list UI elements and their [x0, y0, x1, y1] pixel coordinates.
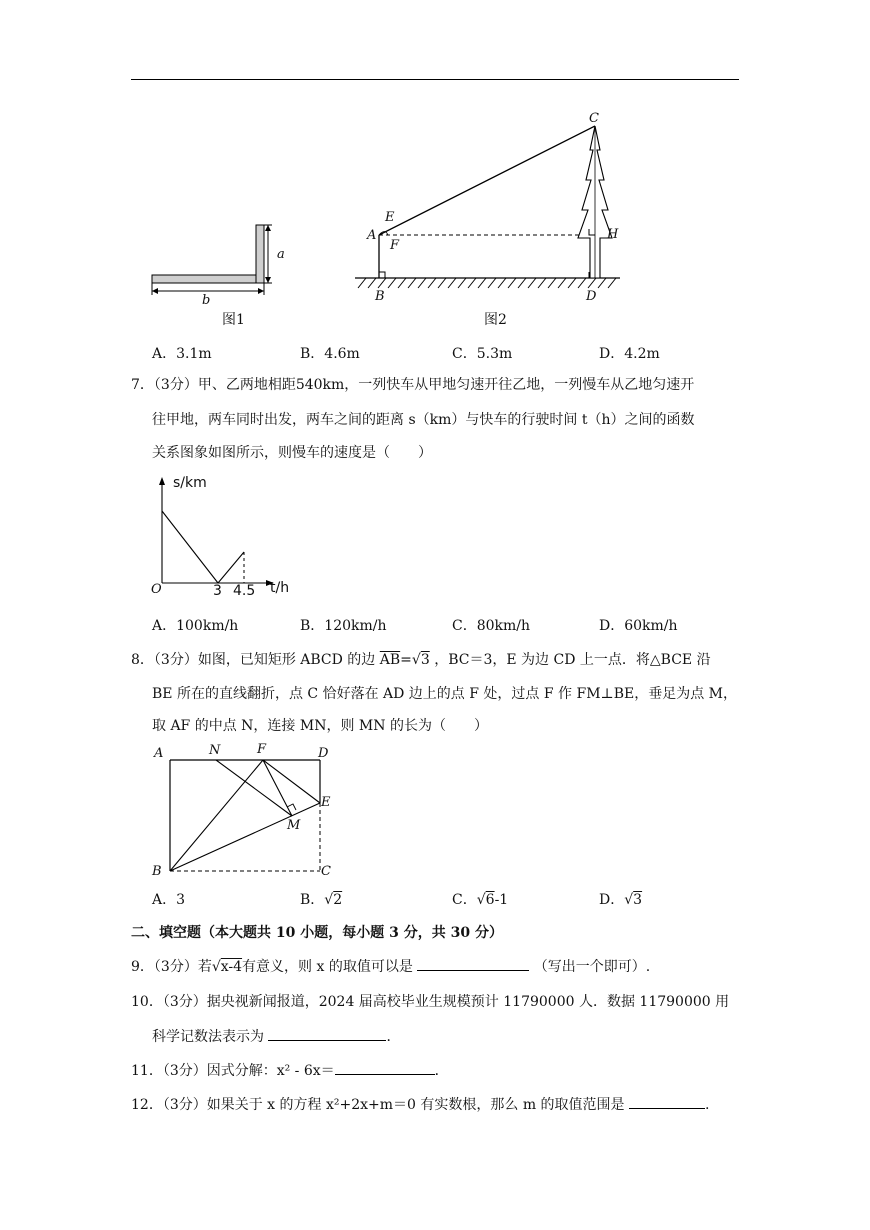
figure-2-label-a: A [367, 228, 377, 243]
q8-option-d-prefix: D． [599, 892, 625, 908]
sqrt-icon: √ [476, 892, 486, 908]
sqrt-icon: √ [211, 959, 221, 975]
q7-option-d[interactable]: D．60km/h [599, 618, 678, 634]
q7-line-1: 7．（3分）甲、乙两地相距540km，一列快车从甲地匀速开往乙地，一列慢车从乙地匀速开 [131, 377, 695, 393]
section-2-heading: 二、填空题（本大题共 10 小题，每小题 3 分，共 30 分） [131, 925, 503, 941]
q8-option-c-root: 6 [485, 892, 495, 908]
q8-option-b[interactable] [300, 889, 342, 909]
q7-graph-xlabel: t/h [270, 580, 290, 596]
q8-figure [160, 755, 335, 880]
q8-option-c[interactable] [452, 889, 508, 909]
q8-option-c-prefix: C． [452, 892, 477, 908]
q8-line-1-text-a: 8．（3分）如图，已知矩形 ABCD 的边 [131, 652, 376, 668]
q8-option-b-root: 2 [333, 892, 343, 908]
q7-line-2: 往甲地，两车同时出发，两车之间的距离 s（km）与快车的行驶时间 t（h）之间的函数 [152, 412, 695, 428]
q8-figure-label-a: A [154, 746, 164, 761]
q7-graph-ylabel: s/km [173, 475, 207, 491]
q8-figure-label-e: E [321, 795, 331, 810]
q9-suffix: （写出一个即可）. [533, 959, 651, 975]
q8-option-b-prefix: B． [300, 892, 325, 908]
q8-equals: = [400, 652, 412, 668]
q8-line-2: BE 所在的直线翻折，点 C 恰好落在 AD 边上的点 F 处，过点 F 作 FM⊥BE，垂足为点 M， [152, 686, 737, 702]
q7-graph-tick-3: 3 [213, 583, 222, 599]
q6-option-b[interactable]: B．4.6m [300, 346, 360, 362]
q11-answer-blank[interactable] [335, 1060, 435, 1075]
q8-sqrt-icon: √ [411, 652, 421, 668]
q10-answer-blank[interactable] [268, 1026, 386, 1041]
q9-mid: 有意义，则 x 的取值可以是 [242, 959, 413, 975]
figure-2-label-h: H [607, 227, 619, 242]
q12-answer-blank[interactable] [629, 1094, 705, 1109]
sqrt-icon: √ [624, 892, 634, 908]
q7-graph-tick-4-5: 4.5 [233, 583, 256, 599]
q9 [131, 956, 650, 977]
q8-root-3: 3 [420, 652, 430, 668]
header-rule [131, 79, 739, 80]
q8-option-d[interactable] [599, 889, 642, 909]
q6-option-d[interactable]: D．4.2m [599, 346, 660, 362]
q8-line-1-text-b: ，BC＝3，E 为边 CD 上一点．将△BCE 沿 [434, 652, 711, 668]
q11-text: 11．（3分）因式分解：x² - 6x＝ [131, 1063, 335, 1079]
figure-2-label-b: B [375, 289, 385, 304]
q10-line-2-text: 科学记数法表示为 [152, 1029, 264, 1045]
figure-2-label-c: C [589, 111, 599, 126]
sqrt-icon: √ [324, 892, 334, 908]
q7-option-a[interactable]: A．100km/h [152, 618, 239, 634]
figure-2-caption: 图2 [484, 312, 507, 328]
q9-answer-blank[interactable] [417, 956, 529, 971]
q11 [131, 1060, 449, 1081]
q8-option-d-root: 3 [633, 892, 643, 908]
q8-ab-overline: $\overline{AB}$ [379, 652, 401, 668]
q9-root: x-4 [220, 959, 243, 975]
q11-end: ． [434, 1063, 449, 1079]
q7-line-3: 关系图象如图所示，则慢车的速度是（ ） [152, 445, 432, 461]
q12-text: 12．（3分）如果关于 x 的方程 x²+2x+m＝0 有实数根，那么 m 的取值范围是 [131, 1097, 625, 1113]
q7-option-c[interactable]: C．80km/h [452, 618, 531, 634]
figure-1-caption: 图1 [222, 312, 245, 328]
figure-2-label-d: D [586, 289, 597, 304]
q8-figure-label-d: D [318, 746, 329, 761]
q8-option-a[interactable]: A．3 [152, 892, 186, 908]
q10-line-1: 10．（3分）据央视新闻报道，2024 届高校毕业生规模预计 11790000 人．数据 11790000 用 [131, 994, 730, 1010]
q7-option-b[interactable]: B．120km/h [300, 618, 387, 634]
q8-option-c-suffix: -1 [494, 892, 509, 908]
figure-2-label-e: E [385, 210, 395, 225]
q8-figure-label-n: N [209, 743, 221, 758]
figure-1-label-b: b [202, 293, 211, 308]
figure-2-label-f: F [390, 238, 400, 253]
q9-prefix: 9．（3分）若 [131, 959, 212, 975]
figure-1-diagram [140, 215, 290, 335]
q12-end: . [705, 1097, 710, 1113]
q12 [131, 1094, 709, 1115]
figure-1-label-a: a [277, 247, 285, 262]
q8-figure-label-m: M [287, 818, 301, 833]
q8-figure-label-c: C [321, 864, 331, 879]
q8-line-1 [131, 650, 711, 670]
q10-line-2-end: ． [386, 1029, 401, 1045]
q6-option-a[interactable]: A．3.1m [152, 346, 212, 362]
figure-2-diagram [350, 110, 630, 295]
q10-line-2 [152, 1026, 400, 1047]
q8-figure-label-f: F [257, 742, 267, 757]
q8-figure-label-b: B [152, 864, 162, 879]
q6-option-c[interactable]: C．5.3m [452, 346, 513, 362]
q8-line-3: 取 AF 的中点 N，连接 MN，则 MN 的长为（ ） [152, 718, 488, 734]
q7-graph-origin: O [151, 582, 162, 597]
